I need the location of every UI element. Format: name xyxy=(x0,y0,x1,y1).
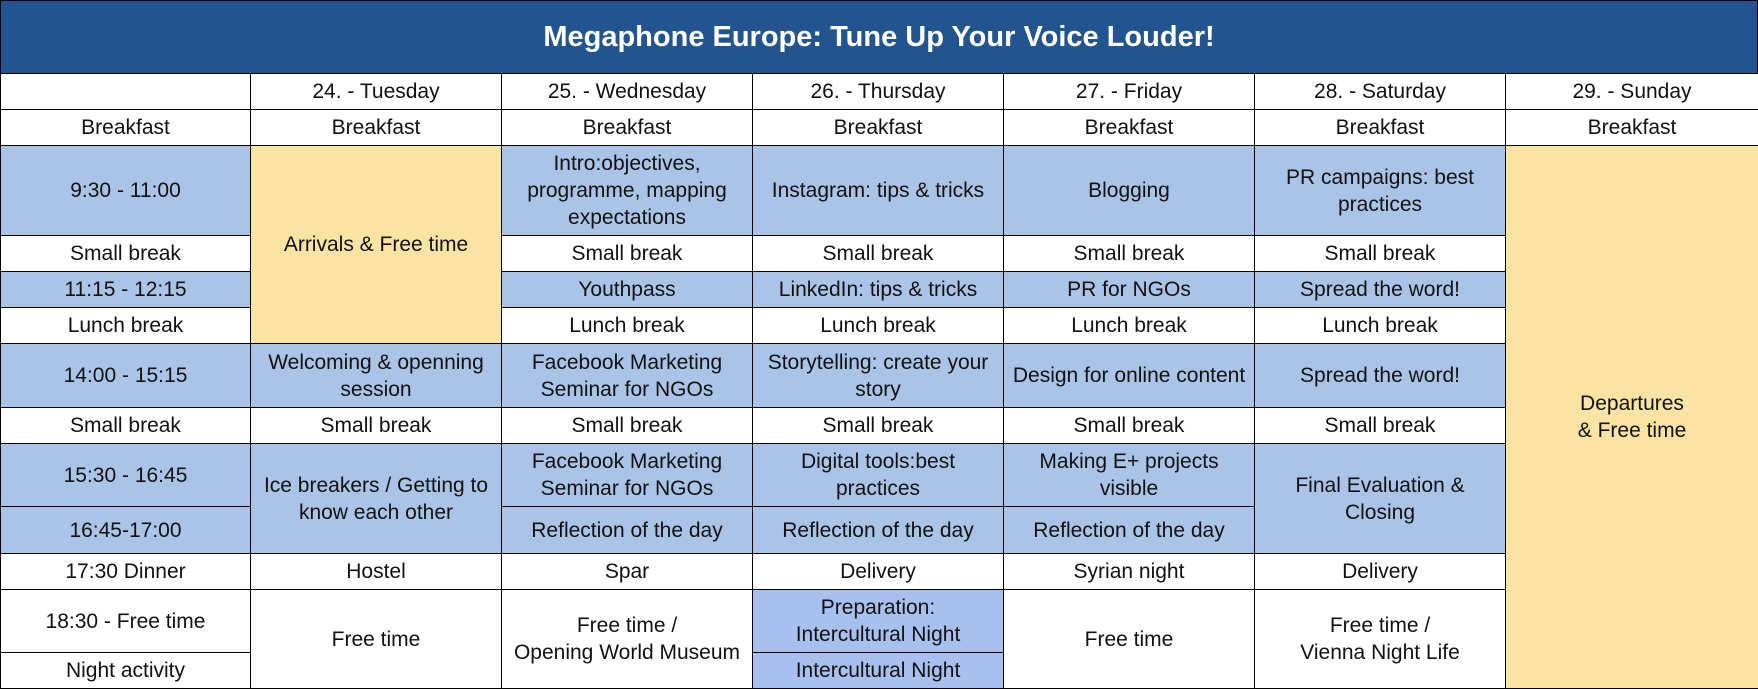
schedule-cell: Intro:objectives, programme, mapping expectations xyxy=(502,146,753,236)
time-cell: 11:15 - 12:15 xyxy=(1,272,251,308)
schedule-cell: Small break xyxy=(1255,408,1506,444)
day-header: 27. - Friday xyxy=(1004,74,1255,110)
schedule-cell: Hostel xyxy=(251,554,502,590)
schedule-cell: Spar xyxy=(502,554,753,590)
schedule-cell: Breakfast xyxy=(251,110,502,146)
schedule-cell: Small break xyxy=(1004,408,1255,444)
schedule-cell: Breakfast xyxy=(1255,110,1506,146)
schedule-cell: Lunch break xyxy=(1004,308,1255,344)
schedule-cell: Instagram: tips & tricks xyxy=(753,146,1004,236)
schedule-cell: Lunch break xyxy=(1255,308,1506,344)
schedule-cell: Facebook Marketing Seminar for NGOs xyxy=(502,344,753,408)
page-title: Megaphone Europe: Tune Up Your Voice Louder! xyxy=(0,0,1758,74)
schedule-cell: Arrivals & Free time xyxy=(251,146,502,344)
day-header: 26. - Thursday xyxy=(753,74,1004,110)
schedule-cell: Preparation: Intercultural Night xyxy=(753,590,1004,653)
schedule-cell: Free time xyxy=(251,590,502,689)
time-cell: Night activity xyxy=(1,653,251,689)
schedule-cell: Breakfast xyxy=(502,110,753,146)
schedule-cell: Reflection of the day xyxy=(1004,507,1255,554)
schedule-cell: Facebook Marketing Seminar for NGOs xyxy=(502,444,753,507)
time-cell: Breakfast xyxy=(1,110,251,146)
schedule-cell: PR campaigns: best practices xyxy=(1255,146,1506,236)
schedule-cell: Small break xyxy=(1255,236,1506,272)
schedule-cell: Free time xyxy=(1004,590,1255,689)
schedule-cell: Storytelling: create your story xyxy=(753,344,1004,408)
free-time-row xyxy=(1,590,1758,653)
day-header: 29. - Sunday xyxy=(1506,74,1758,110)
day-header: 28. - Saturday xyxy=(1255,74,1506,110)
schedule-cell: Breakfast xyxy=(1506,110,1758,146)
schedule-cell: Ice breakers / Getting to know each other xyxy=(251,444,502,554)
time-cell: 16:45-17:00 xyxy=(1,507,251,554)
schedule-cell: Delivery xyxy=(1255,554,1506,590)
schedule-cell: Making E+ projects visible xyxy=(1004,444,1255,507)
corner-cell xyxy=(1,74,251,110)
schedule-table xyxy=(0,73,1758,689)
time-cell: Small break xyxy=(1,408,251,444)
header-row xyxy=(1,74,1758,110)
schedule-cell: Welcoming & openning session xyxy=(251,344,502,408)
schedule-cell: Blogging xyxy=(1004,146,1255,236)
schedule-cell: Small break xyxy=(502,236,753,272)
schedule-cell: PR for NGOs xyxy=(1004,272,1255,308)
schedule-cell: Lunch break xyxy=(502,308,753,344)
schedule-cell: Small break xyxy=(753,408,1004,444)
schedule-cell: Free time / Vienna Night Life xyxy=(1255,590,1506,689)
small-break-row-2 xyxy=(1,408,1758,444)
schedule-cell: LinkedIn: tips & tricks xyxy=(753,272,1004,308)
breakfast-row xyxy=(1,110,1758,146)
dinner-row xyxy=(1,554,1758,590)
schedule-cell: Reflection of the day xyxy=(502,507,753,554)
schedule-cell: Delivery xyxy=(753,554,1004,590)
schedule-cell: Departures & Free time xyxy=(1506,146,1758,689)
schedule-cell: Breakfast xyxy=(1004,110,1255,146)
schedule-cell: Spread the word! xyxy=(1255,272,1506,308)
schedule-cell: Spread the word! xyxy=(1255,344,1506,408)
session-row-1 xyxy=(1,146,1758,236)
time-cell: 14:00 - 15:15 xyxy=(1,344,251,408)
schedule-cell: Small break xyxy=(1004,236,1255,272)
schedule-cell: Digital tools:best practices xyxy=(753,444,1004,507)
schedule-cell: Reflection of the day xyxy=(753,507,1004,554)
time-cell: 9:30 - 11:00 xyxy=(1,146,251,236)
time-cell: Lunch break xyxy=(1,308,251,344)
session-row-4 xyxy=(1,444,1758,507)
schedule-cell: Intercultural Night xyxy=(753,653,1004,689)
schedule-cell: Small break xyxy=(753,236,1004,272)
schedule-cell: Youthpass xyxy=(502,272,753,308)
schedule-cell: Design for online content xyxy=(1004,344,1255,408)
time-cell: Small break xyxy=(1,236,251,272)
time-cell: 18:30 - Free time xyxy=(1,590,251,653)
schedule-cell: Small break xyxy=(502,408,753,444)
session-row-3 xyxy=(1,344,1758,408)
schedule-cell: Breakfast xyxy=(753,110,1004,146)
time-cell: 15:30 - 16:45 xyxy=(1,444,251,507)
time-cell: 17:30 Dinner xyxy=(1,554,251,590)
day-header: 24. - Tuesday xyxy=(251,74,502,110)
schedule-cell: Syrian night xyxy=(1004,554,1255,590)
schedule-cell: Small break xyxy=(251,408,502,444)
schedule-cell: Final Evaluation & Closing xyxy=(1255,444,1506,554)
schedule-cell: Free time / Opening World Museum xyxy=(502,590,753,689)
schedule-cell: Lunch break xyxy=(753,308,1004,344)
day-header: 25. - Wednesday xyxy=(502,74,753,110)
